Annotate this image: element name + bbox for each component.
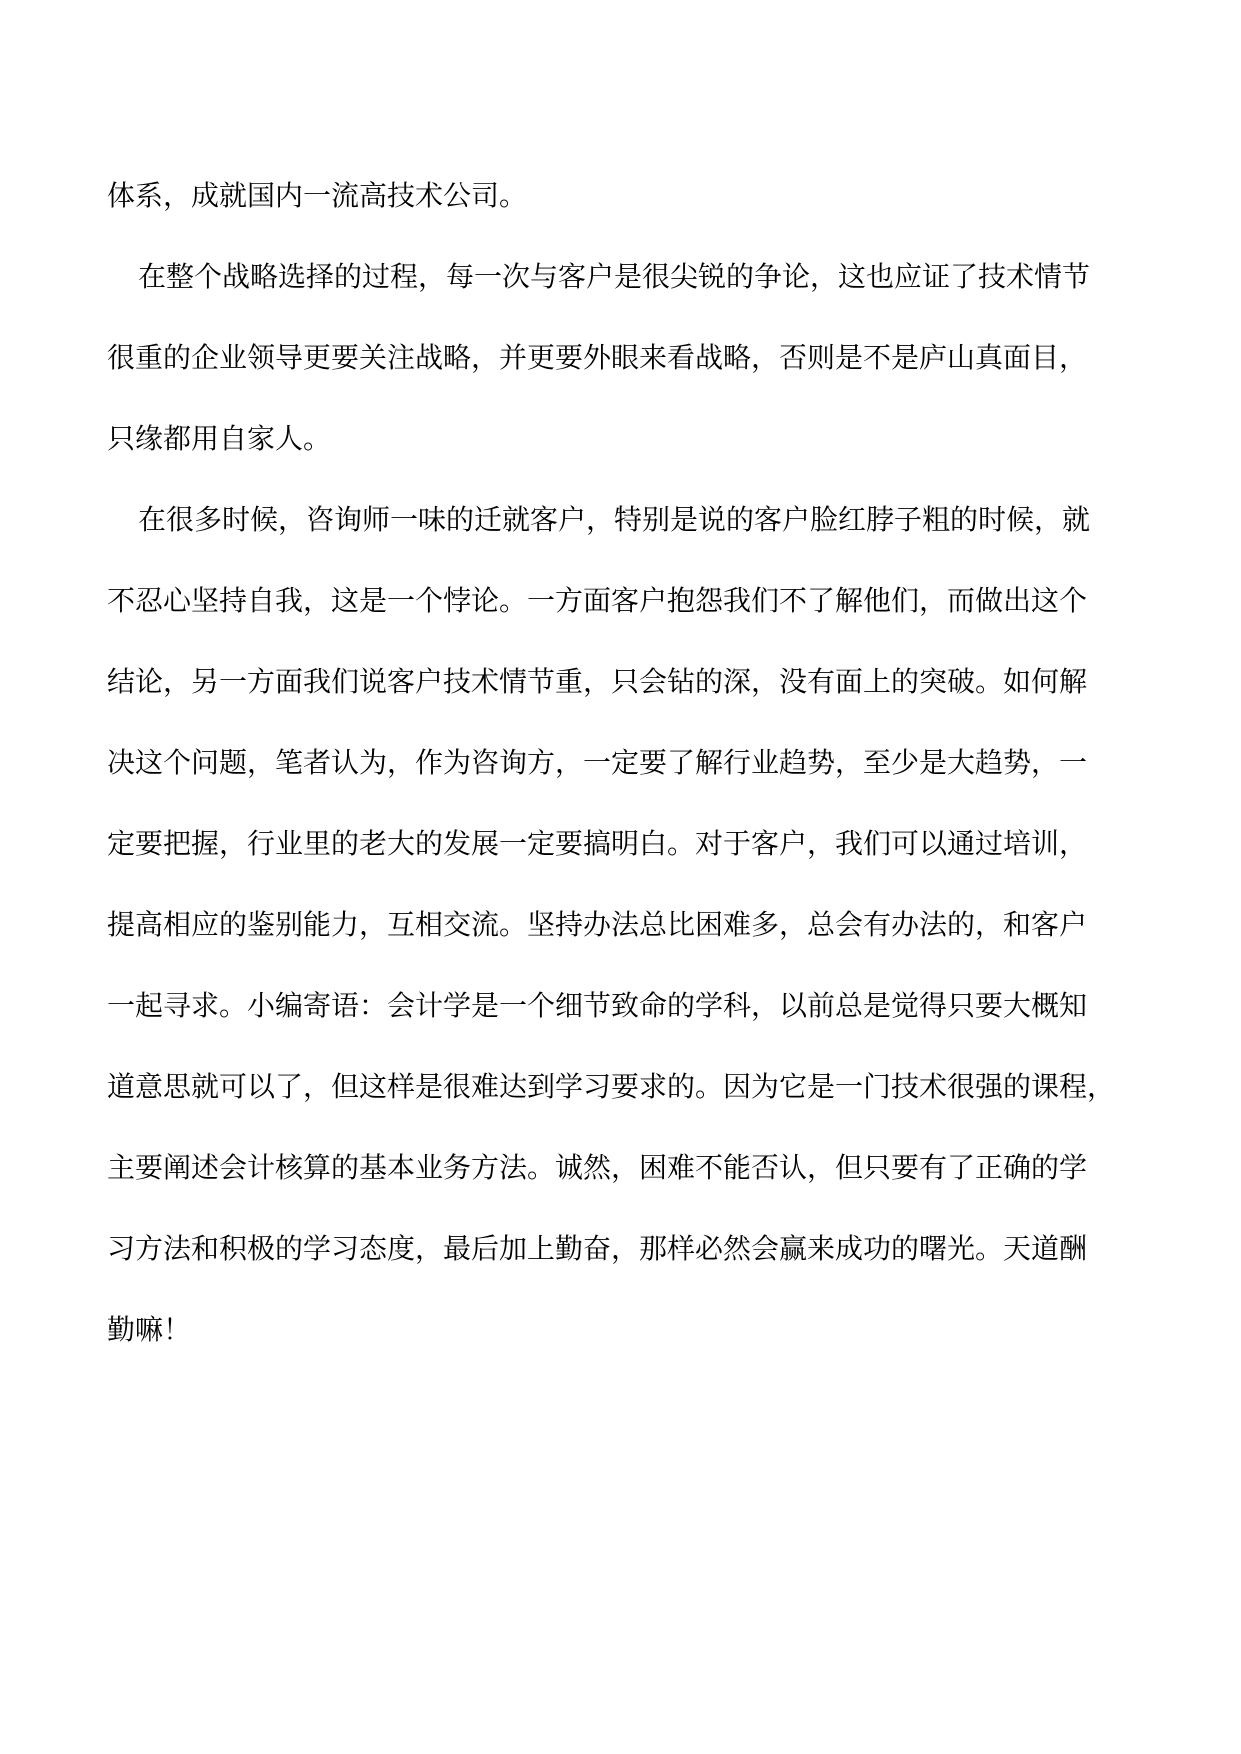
text-line: 体系，成就国内一流高技术公司。	[107, 179, 528, 212]
text-line: 道意思就可以了，但这样是很难达到学习要求的。因为它是一门技术很强的课程，	[107, 1070, 1116, 1103]
body-text	[107, 155, 1137, 1370]
text-line: 在很多时候，咨询师一味的迁就客户，特别是说的客户脸红脖子粗的时候，就	[138, 503, 1091, 536]
text-line: 勤嘛！	[107, 1313, 192, 1346]
text-line: 主要阐述会计核算的基本业务方法。诚然，困难不能否认，但只要有了正确的学	[107, 1151, 1088, 1184]
text-line: 在整个战略选择的过程，每一次与客户是很尖锐的争论，这也应证了技术情节	[138, 260, 1091, 293]
text-line: 一起寻求。小编寄语：会计学是一个细节致命的学科，以前总是觉得只要大概知	[107, 989, 1088, 1022]
text-line: 习方法和积极的学习态度，最后加上勤奋，那样必然会赢来成功的曙光。天道酬	[107, 1232, 1088, 1265]
text-line: 很重的企业领导更要关注战略，并更要外眼来看战略，否则是不是庐山真面目，	[107, 341, 1088, 374]
text-line: 决这个问题，笔者认为，作为咨询方，一定要了解行业趋势，至少是大趋势，一	[107, 746, 1088, 779]
text-line: 结论，另一方面我们说客户技术情节重，只会钻的深，没有面上的突破。如何解	[107, 665, 1088, 698]
text-line: 定要把握，行业里的老大的发展一定要搞明白。对于客户，我们可以通过培训，	[107, 827, 1088, 860]
text-line: 不忍心坚持自我，这是一个悖论。一方面客户抱怨我们不了解他们，而做出这个	[107, 584, 1088, 617]
text-line: 提高相应的鉴别能力，互相交流。坚持办法总比困难多，总会有办法的，和客户	[107, 908, 1088, 941]
text-line: 只缘都用自家人。	[107, 422, 332, 455]
